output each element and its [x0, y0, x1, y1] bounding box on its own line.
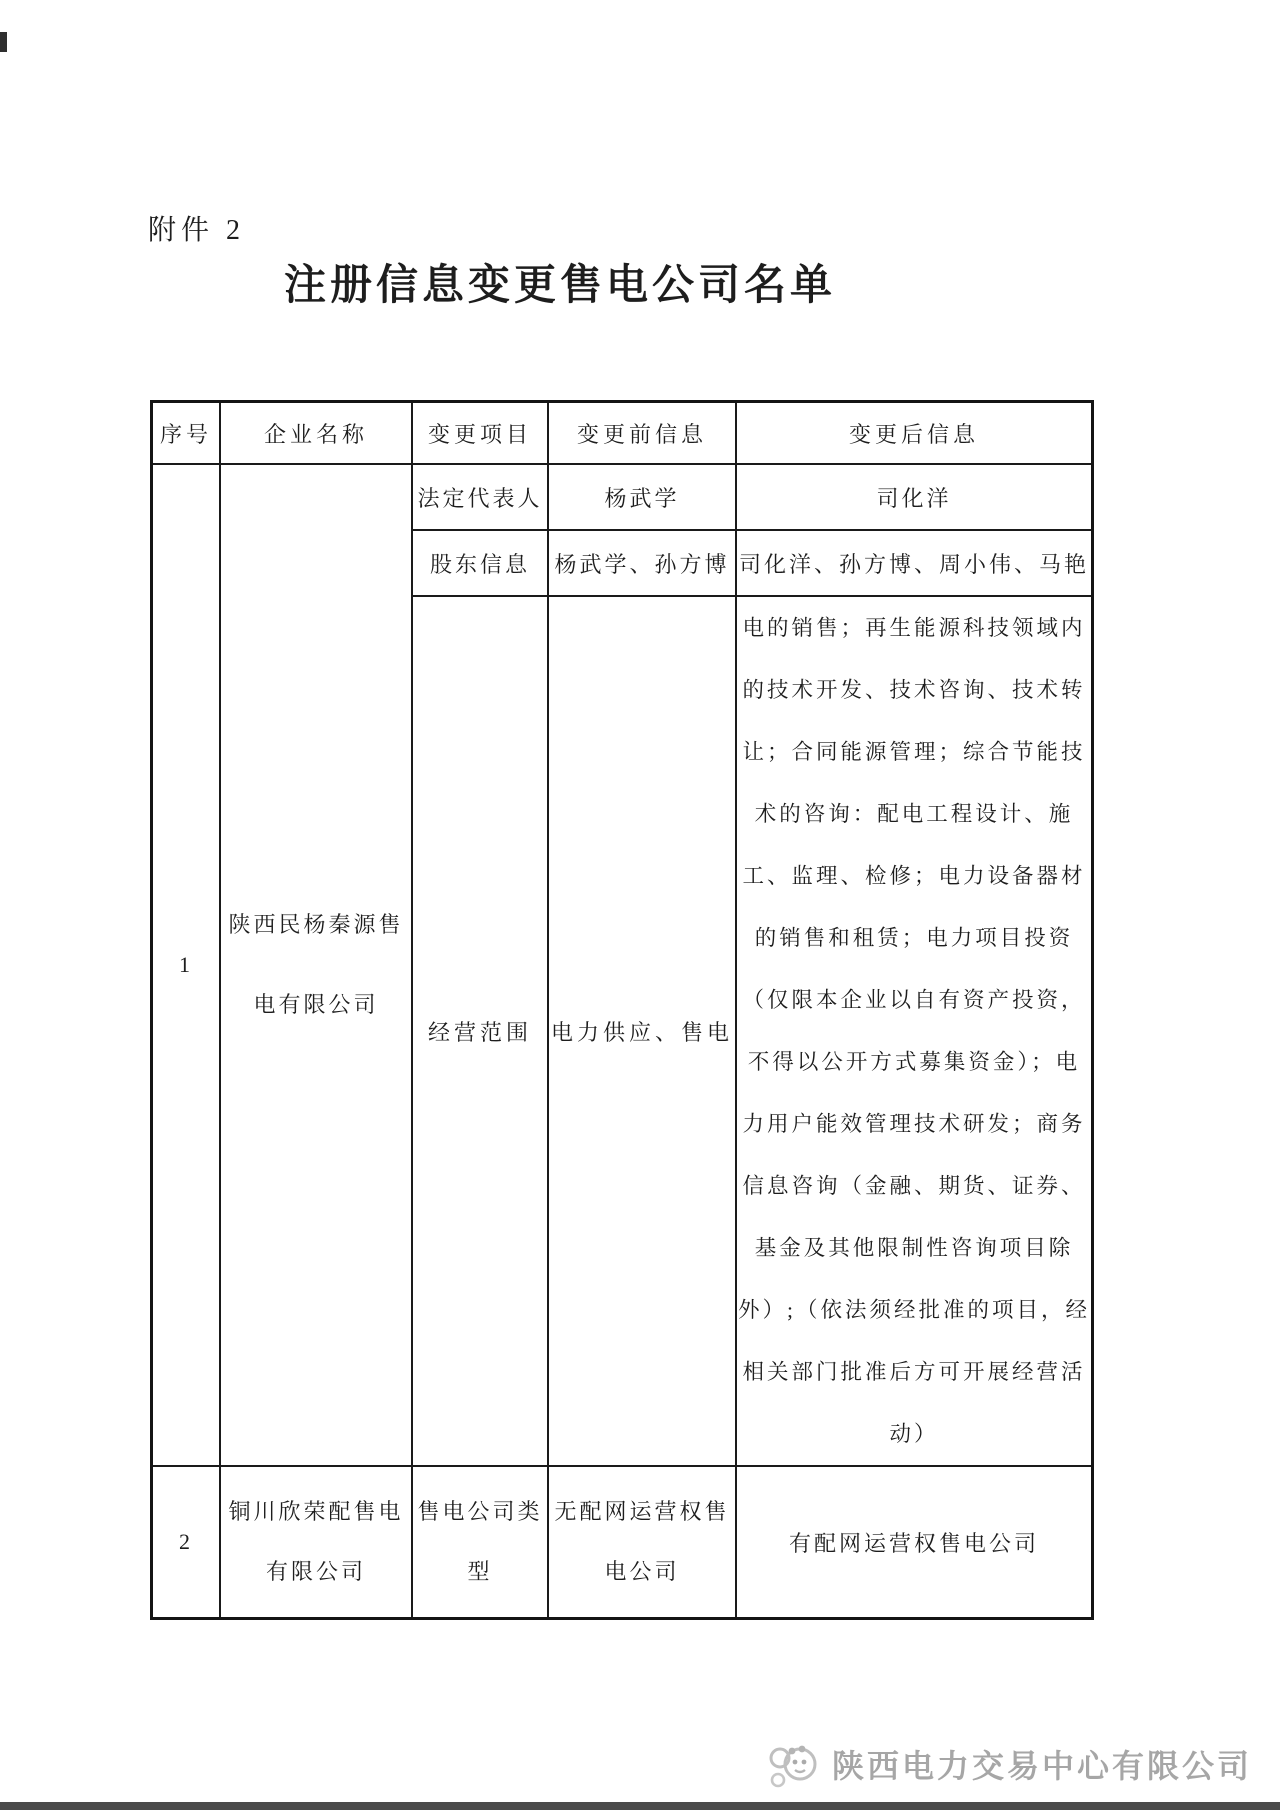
- row1-change1-after: 司化洋: [736, 464, 1093, 530]
- header-company: 企业名称: [220, 402, 412, 465]
- attachment-label: 附件 2: [148, 215, 246, 246]
- row1-company: [220, 464, 412, 1466]
- row1-change3-after: 电的销售；再生能源科技领域内的技术开发、技术咨询、技术转让；合同能源管理；综合节能技术的咨询：配电工程设计、施工、监理、检修；电力设备器材的销售和租赁；电力项目投资（仅限本企业以自有资产投资，不得以公开方式募集资金）；电力用户能效管理技术研发；商务信息咨询（金融、期货、证券、基金及其他限制性咨询项目除外）;（依法须经批准的项目，经相关部门批准后方可开展经营活动）: [736, 596, 1093, 1466]
- company-name-line: 陕西民杨秦源售: [228, 912, 404, 937]
- table-row: [152, 1466, 1093, 1619]
- row1-change2-after: 司化洋、孙方博、周小伟、马艳: [736, 530, 1093, 596]
- change-item-line: 售电公司类: [417, 1499, 543, 1524]
- row1-change2-before: 杨武学、孙方博: [548, 530, 736, 596]
- row1-change2-item: 股东信息: [412, 530, 548, 596]
- row2-company: [220, 1466, 412, 1619]
- row1-change1-before: 杨武学: [548, 464, 736, 530]
- scan-bottom-edge: [0, 1802, 1280, 1810]
- company-name-line: 电有限公司: [253, 992, 379, 1017]
- header-before: 变更前信息: [548, 402, 736, 465]
- change-item-line: 型: [467, 1559, 493, 1584]
- row1-change3-before: 电力供应、售电: [548, 596, 736, 1466]
- row2-index: 2: [152, 1466, 221, 1619]
- row1-change3-item: 经营范围: [412, 596, 548, 1466]
- company-name-line: 铜川欣荣配售电: [228, 1499, 404, 1524]
- table-header-row: [152, 402, 1093, 465]
- footer-watermark: [766, 1738, 1252, 1790]
- footer-company-name: 陕西电力交易中心有限公司: [831, 1748, 1252, 1784]
- scan-edge-artifact: [0, 32, 7, 52]
- row2-change1-before: [548, 1466, 736, 1619]
- panda-mascot-icon: [766, 1738, 824, 1790]
- change-before-line: 无配网运营权售: [554, 1499, 730, 1524]
- header-after: 变更后信息: [736, 402, 1093, 465]
- change-before-line: 电公司: [604, 1559, 680, 1584]
- page-title: 注册信息变更售电公司名单: [283, 261, 836, 308]
- company-name-line: 有限公司: [265, 1559, 366, 1584]
- row2-change1-after: 有配网运营权售电公司: [736, 1466, 1093, 1619]
- changes-table: [150, 400, 1094, 1620]
- header-index: 序号: [152, 402, 221, 465]
- row1-index: 1: [152, 464, 221, 1466]
- header-item: 变更项目: [412, 402, 548, 465]
- table-row: [152, 464, 1093, 530]
- row1-change1-item: 法定代表人: [412, 464, 548, 530]
- row2-change1-item: [412, 1466, 548, 1619]
